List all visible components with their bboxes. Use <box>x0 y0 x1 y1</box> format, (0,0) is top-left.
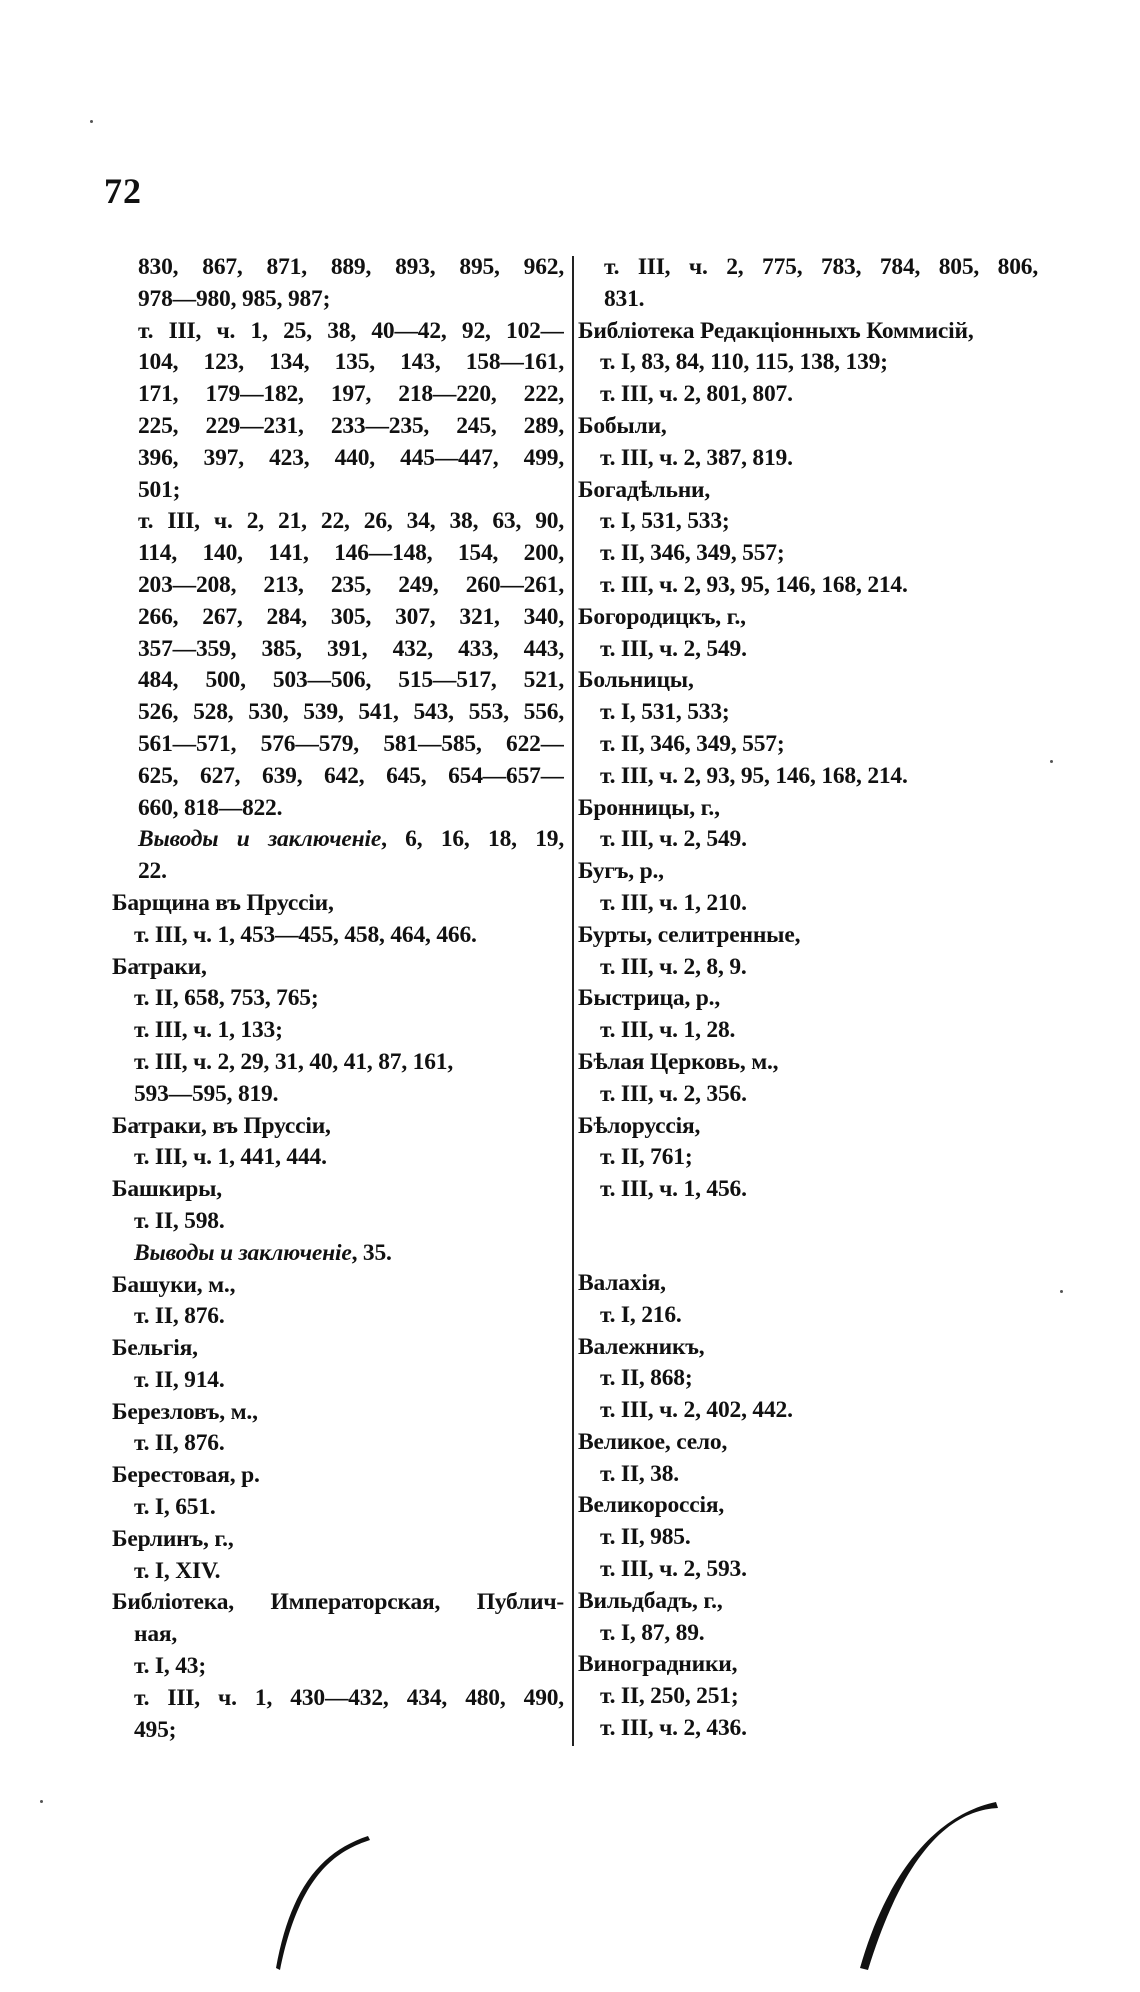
index-line: т. III, ч. 2, 593. <box>600 1556 747 1583</box>
index-line: Богородицкъ, г., <box>578 603 746 630</box>
index-line: Великороссія, <box>578 1492 725 1519</box>
index-line: т. II, 598. <box>134 1207 225 1234</box>
index-line: т. I, 531, 533; <box>600 699 730 726</box>
index-line: т. III, ч. 2, 436. <box>600 1715 747 1742</box>
reference-numbers: , 6, 16, 18, 19, <box>381 826 564 853</box>
index-line: Бельгія, <box>112 1335 198 1362</box>
index-line: 203—208, 213, 235, 249, 260—261, <box>138 571 564 598</box>
index-line: т. II, 346, 349, 557; <box>600 540 785 567</box>
index-line: т. I, 216. <box>600 1301 682 1328</box>
index-line: Березловъ, м., <box>112 1398 258 1425</box>
index-line: т. II, 876. <box>134 1303 225 1330</box>
index-line: 501; <box>138 476 181 503</box>
index-line: т. III, ч. 1, 25, 38, 40—42, 92, 102— <box>138 317 564 344</box>
index-line: Больницы, <box>578 667 694 694</box>
index-line: Валахія, <box>578 1269 666 1296</box>
index-line <box>112 1238 564 1270</box>
index-line <box>112 824 564 856</box>
index-line: 104, 123, 134, 135, 143, 158—161, <box>138 349 564 376</box>
index-line: т. I, 43; <box>134 1653 206 1680</box>
index-line: т. II, 761; <box>600 1144 693 1171</box>
scan-speck <box>90 120 93 123</box>
index-line: т. II, 868; <box>600 1365 693 1392</box>
index-line: Богадѣльни, <box>578 476 711 503</box>
index-line: 830, 867, 871, 889, 893, 895, 962, <box>138 254 564 280</box>
index-line: т. II, 914. <box>134 1366 225 1393</box>
italic-reference: Выводы и заключеніе <box>138 826 382 853</box>
index-line: т. III, ч. 2, 402, 442. <box>600 1397 793 1424</box>
index-line: 22. <box>138 858 167 885</box>
page-number: 72 <box>104 171 142 211</box>
column-divider <box>572 256 574 1746</box>
index-line: т. III, ч. 1, 453—455, 458, 464, 466. <box>134 921 477 948</box>
index-line: т. III, ч. 2, 549. <box>600 635 747 662</box>
italic-reference: Выводы и заключеніе <box>134 1239 352 1266</box>
index-line: т. I, 83, 84, 110, 115, 138, 139; <box>600 349 888 376</box>
index-line: т. III, ч. 2, 93, 95, 146, 168, 214. <box>600 571 908 598</box>
index-line: 114, 140, 141, 146—148, 154, 200, <box>138 540 564 567</box>
index-line: т. III, ч. 2, 549. <box>600 826 747 853</box>
index-line: т. III, ч. 2, 29, 31, 40, 41, 87, 161, <box>134 1048 453 1075</box>
ink-stroke-left <box>260 1830 380 1980</box>
index-line: Батраки, <box>112 953 207 980</box>
index-line: т. III, ч. 1, 133; <box>134 1017 283 1044</box>
index-line: Берестовая, р. <box>112 1462 260 1489</box>
index-line: т. I, 87, 89. <box>600 1619 705 1646</box>
index-line: 266, 267, 284, 305, 307, 321, 340, <box>138 603 564 630</box>
index-line: т. III, ч. 2, 775, 783, 784, 805, 806, <box>604 254 1038 280</box>
index-line: т. II, 985. <box>600 1524 691 1551</box>
ink-stroke-right <box>848 1800 1008 1980</box>
index-line: Берлинъ, г., <box>112 1525 234 1552</box>
right-column-block-b <box>578 252 1038 1206</box>
index-line: т. III, ч. 1, 28. <box>600 1017 736 1044</box>
index-line: Бѣлоруссія, <box>578 1112 701 1139</box>
index-line: т. II, 38. <box>600 1460 679 1487</box>
scan-speck <box>1060 1290 1063 1293</box>
index-line: Бурты, селитренные, <box>578 921 801 948</box>
scan-speck <box>40 1800 43 1803</box>
right-column-block-v <box>578 1268 1038 1745</box>
index-line: Бѣлая Церковь, м., <box>578 1048 779 1075</box>
index-line: т. I, 651. <box>134 1494 216 1521</box>
index-line: 171, 179—182, 197, 218—220, 222, <box>138 381 564 408</box>
index-line: т. III, ч. 2, 387, 819. <box>600 444 793 471</box>
index-line: т. III, ч. 2, 801, 807. <box>600 381 793 408</box>
index-line: 593—595, 819. <box>134 1080 279 1107</box>
reference-numbers: , 35. <box>351 1239 392 1266</box>
index-line: т. III, ч. 1, 456. <box>600 1176 747 1203</box>
index-line: Виноградники, <box>578 1651 738 1678</box>
index-line: Великое, село, <box>578 1428 728 1455</box>
index-line: т. I, 531, 533; <box>600 508 730 535</box>
index-line: Барщина въ Пруссіи, <box>112 889 334 916</box>
index-line: т. I, XIV. <box>134 1557 221 1584</box>
index-line: 660, 818—822. <box>138 794 283 821</box>
index-line: 526, 528, 530, 539, 541, 543, 553, 556, <box>138 699 564 726</box>
index-line: т. III, ч. 1, 210. <box>600 889 747 916</box>
index-line: т. II, 250, 251; <box>600 1683 739 1710</box>
index-line: т. III, ч. 1, 430—432, 434, 480, 490, <box>134 1684 564 1711</box>
index-line: Башуки, м., <box>112 1271 236 1298</box>
index-line: 357—359, 385, 391, 432, 433, 443, <box>138 635 564 662</box>
index-line: т. II, 658, 753, 765; <box>134 985 319 1012</box>
scan-speck <box>1050 760 1053 763</box>
index-line: Башкиры, <box>112 1176 222 1203</box>
index-line: Валежникъ, <box>578 1333 705 1360</box>
index-line: Библіотека Редакціонныхъ Коммисій, <box>578 317 974 344</box>
index-line: Бобыли, <box>578 412 667 439</box>
index-line: т. III, ч. 1, 441, 444. <box>134 1144 327 1171</box>
index-line: т. III, ч. 2, 21, 22, 26, 34, 38, 63, 90, <box>138 508 564 535</box>
index-line: т. III, ч. 2, 356. <box>600 1080 747 1107</box>
index-line: 831. <box>604 285 645 312</box>
index-line: ная, <box>134 1621 178 1648</box>
index-line: 561—571, 576—579, 581—585, 622— <box>138 730 564 757</box>
index-line: Быстрица, р., <box>578 985 721 1012</box>
index-line: Бугъ, р., <box>578 858 664 885</box>
index-line: т. II, 876. <box>134 1430 225 1457</box>
index-line: т. III, ч. 2, 93, 95, 146, 168, 214. <box>600 762 908 789</box>
right-column <box>578 252 1038 1745</box>
index-line: 625, 627, 639, 642, 645, 654—657— <box>138 762 564 789</box>
index-line: Библіотека, Императорская, Публич- <box>112 1589 564 1616</box>
index-line: т. III, ч. 2, 8, 9. <box>600 953 747 980</box>
index-line: 396, 397, 423, 440, 445—447, 499, <box>138 444 564 471</box>
index-line: Бронницы, г., <box>578 794 720 821</box>
index-line: Батраки, въ Пруссіи, <box>112 1112 331 1139</box>
index-line: 484, 500, 503—506, 515—517, 521, <box>138 667 564 694</box>
index-line: т. II, 346, 349, 557; <box>600 730 785 757</box>
index-line: 225, 229—231, 233—235, 245, 289, <box>138 412 564 439</box>
index-line: 978—980, 985, 987; <box>138 285 331 312</box>
index-line: Вильдбадъ, г., <box>578 1587 723 1614</box>
left-column <box>112 252 564 1746</box>
index-line: 495; <box>134 1716 177 1743</box>
